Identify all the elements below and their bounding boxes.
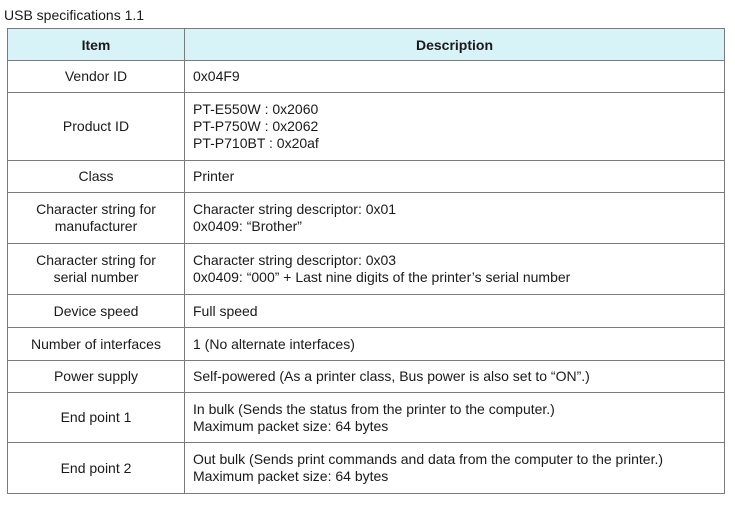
item-text: Character string for — [36, 201, 156, 217]
description-text: Character string descriptor: 0x03 — [193, 252, 397, 268]
row-end-point-1 — [8, 393, 725, 443]
item-cell — [8, 193, 185, 244]
item-text: Class — [78, 168, 114, 184]
description-text: PT-P710BT : 0x20af — [193, 135, 319, 151]
row-device-speed — [8, 295, 725, 328]
row-manufacturer-string — [8, 193, 725, 244]
item-cell — [8, 328, 185, 361]
header-item: Item — [8, 29, 185, 61]
description-cell — [185, 443, 725, 494]
description-cell — [185, 393, 725, 443]
description-cell — [185, 161, 725, 193]
description-text: Printer — [193, 168, 235, 184]
item-text: Device speed — [53, 302, 139, 319]
row-end-point-2 — [8, 443, 725, 494]
description-text: PT-P750W : 0x2062 — [193, 118, 319, 134]
item-text: Number of interfaces — [31, 335, 161, 352]
item-text: Product ID — [62, 118, 130, 134]
table-caption: USB specifications 1.1 — [4, 7, 145, 23]
row-vendor-id — [8, 61, 725, 93]
item-text: End point 2 — [60, 459, 132, 476]
description-text: 0x0409: “000” + Last nine digits of the printer’s serial number — [193, 269, 571, 285]
item-text: serial number — [53, 269, 139, 285]
description-text: Maximum packet size: 64 bytes — [193, 468, 389, 484]
item-text: manufacturer — [54, 218, 138, 234]
usb-spec-table — [7, 28, 725, 494]
header-row — [8, 29, 725, 61]
description-text: 0x04F9 — [193, 68, 240, 84]
description-text: In bulk (Sends the status from the printer to the computer.) — [193, 400, 555, 417]
description-cell — [185, 93, 725, 161]
description-text: Self-powered (As a printer class, Bus power is also set to “ON”.) — [193, 368, 590, 384]
row-product-id — [8, 93, 725, 161]
description-cell — [185, 61, 725, 93]
row-number-of-interfaces — [8, 328, 725, 361]
item-text: Character string for — [36, 252, 156, 268]
row-class — [8, 161, 725, 193]
description-text: Out bulk (Sends print commands and data from the computer to the printer.) — [193, 451, 664, 467]
item-text: End point 1 — [60, 409, 132, 425]
item-cell — [8, 161, 185, 193]
description-text: Full speed — [193, 302, 258, 319]
item-cell — [8, 393, 185, 443]
description-cell — [185, 193, 725, 244]
item-cell — [8, 443, 185, 494]
description-cell — [185, 361, 725, 393]
item-cell — [8, 244, 185, 295]
item-text: Vendor ID — [64, 68, 128, 84]
description-text: 0x0409: “Brother” — [193, 218, 302, 234]
description-cell — [185, 295, 725, 328]
item-cell — [8, 361, 185, 393]
description-cell — [185, 328, 725, 361]
row-serial-number-string — [8, 244, 725, 295]
description-text: 1 (No alternate interfaces) — [193, 335, 355, 352]
description-text: PT-E550W : 0x2060 — [193, 101, 319, 117]
item-text: Power supply — [53, 368, 139, 384]
item-cell — [8, 93, 185, 161]
header-description: Description — [185, 29, 725, 61]
description-text: Character string descriptor: 0x01 — [193, 201, 397, 217]
description-text: Maximum packet size: 64 bytes — [193, 417, 389, 434]
row-power-supply — [8, 361, 725, 393]
item-cell — [8, 61, 185, 93]
description-cell — [185, 244, 725, 295]
item-cell — [8, 295, 185, 328]
